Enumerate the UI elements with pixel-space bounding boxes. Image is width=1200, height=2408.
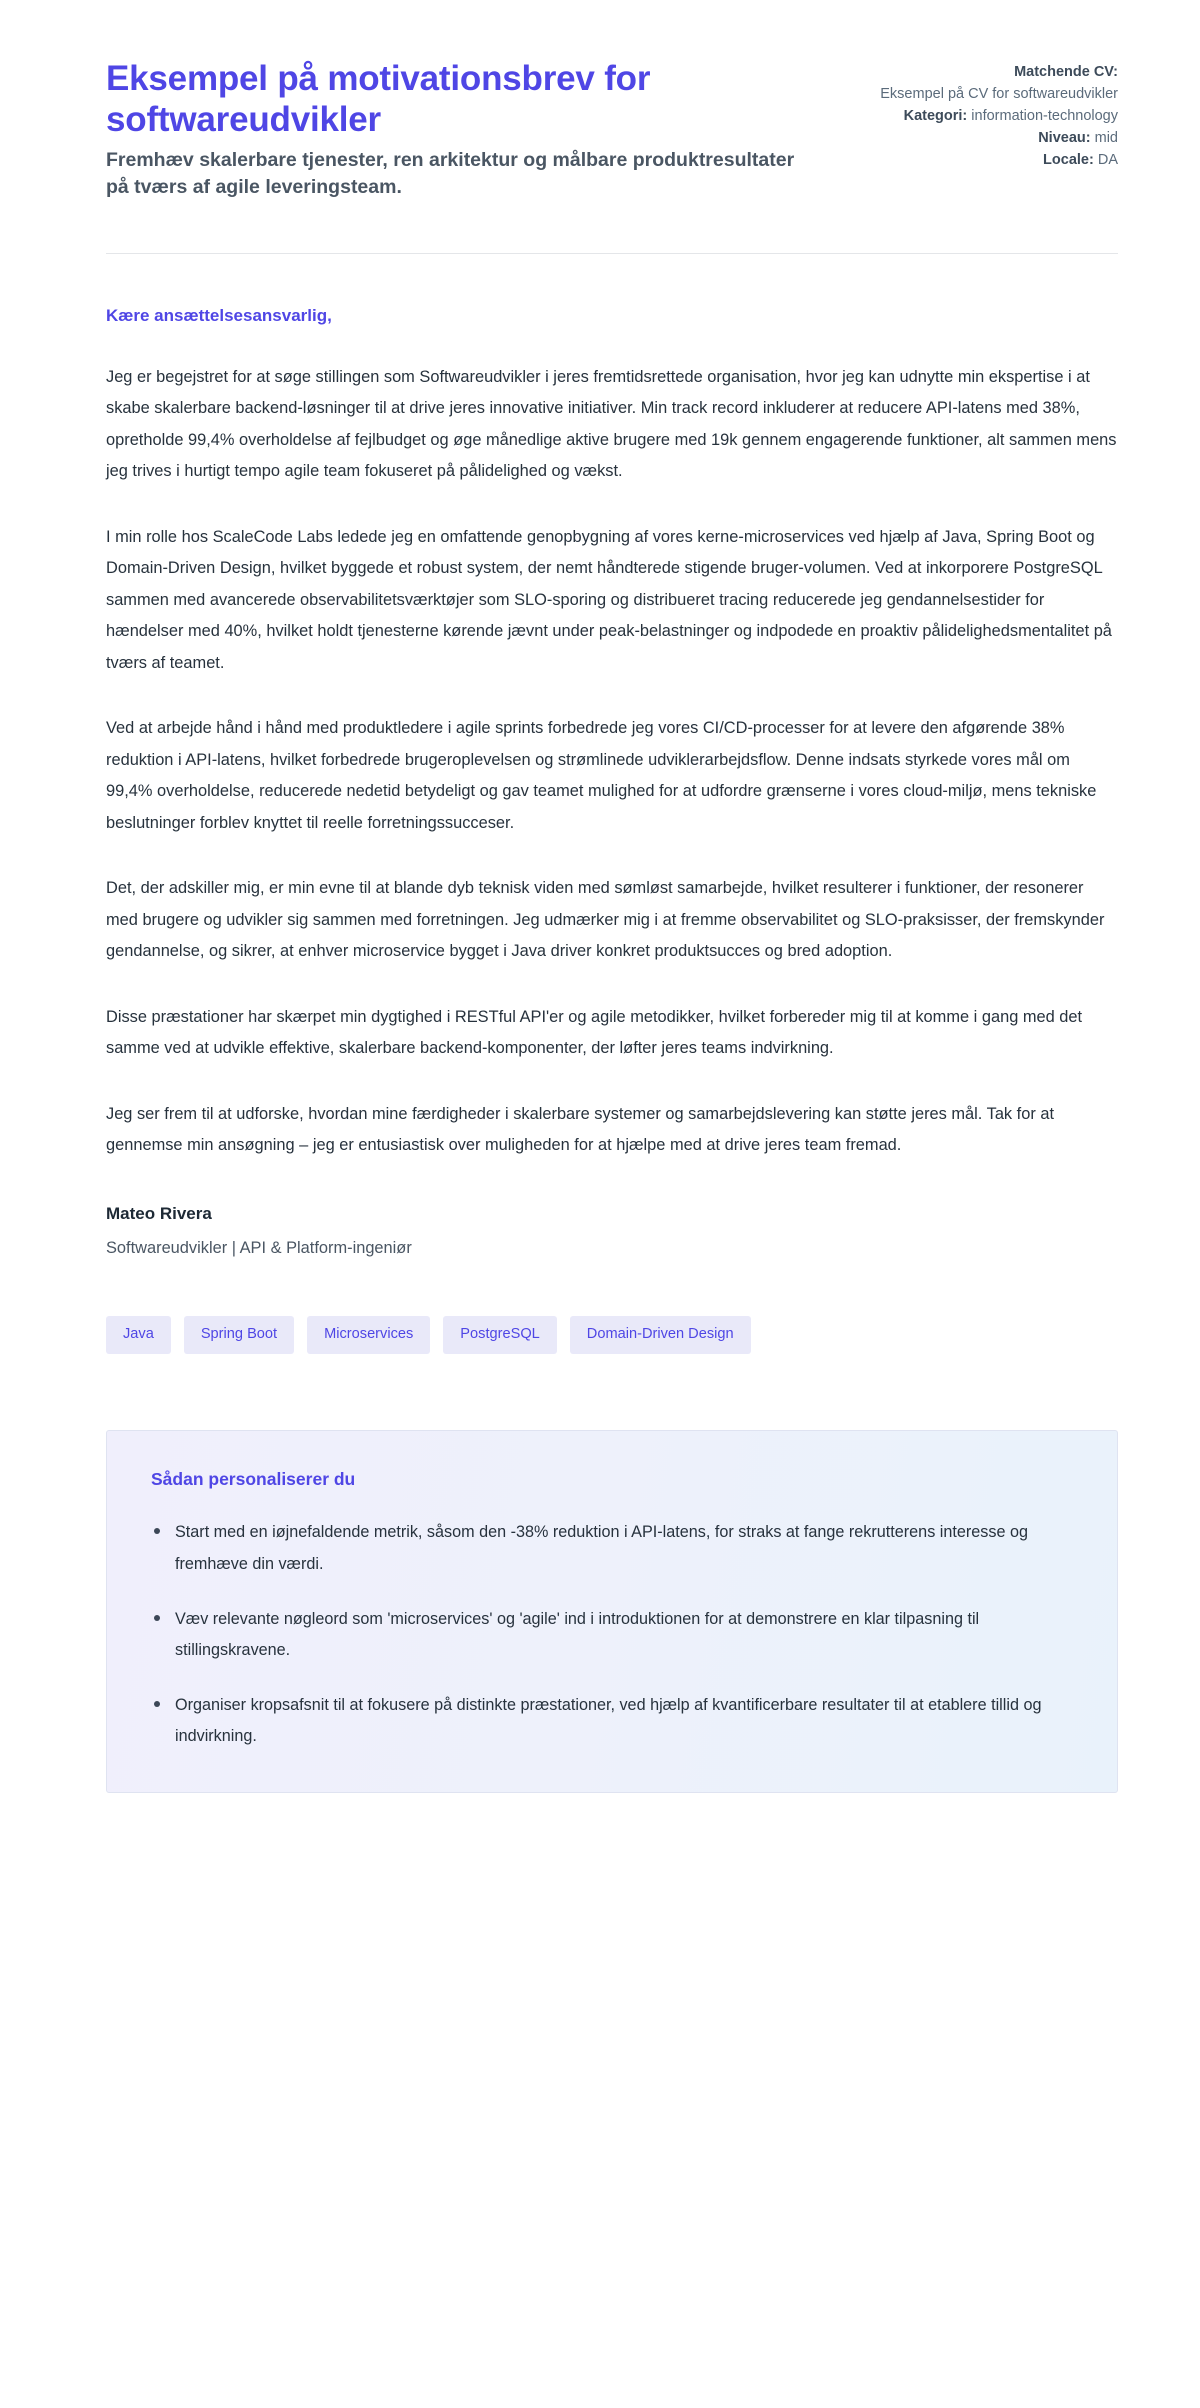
meta-locale-value: DA [1097, 152, 1118, 169]
bullet-icon [154, 1528, 160, 1534]
page-title: Eksempel på motivationsbrev for softwareudvikler [106, 59, 651, 140]
callout-title: Sådan personaliserer du [151, 1468, 356, 1489]
meta-category-value: information-technology [971, 108, 1118, 125]
meta-matching-cv-value: Eksempel på CV for softwareudvikler [880, 86, 1118, 103]
skill-tag[interactable]: Java [106, 1316, 171, 1354]
meta-level [868, 128, 1118, 149]
document-metadata-panel [868, 58, 1118, 172]
letter-paragraph: Jeg ser frem til at udforske, hvordan mine færdigheder i skalerbare systemer og samarbejdslevering kan støtte jeres mål. Tak for at gennemse min ansøgning – jeg er entusiastisk over muligheden for at hjælpe med at drive jeres team fremad. [106, 1104, 1055, 1155]
meta-matching-cv-label: Matchende CV: [1014, 64, 1118, 80]
meta-level-value: mid [1094, 130, 1118, 147]
letter-paragraph: I min rolle hos ScaleCode Labs ledede jeg en omfattende genopbygning af vores kerne-microservices ved hjælp af Java, Spring Boot og Domain-Driven Design, hvilket byggede et robust system, der nemt håndterede stigende bruger-volumen. Ved at inkorporere PostgreSQL sammen med avancerede observabilitetsværktøjer som SLO-sporing og distribueret tracing reducerede jeg gendannelsestider for hændelser med 40%, hvilket holdt tjenesterne kørende jævnt under peak-belastninger og indpodede en proaktiv pålidelighedsmentalitet på tværs af teamet. [106, 527, 1112, 672]
meta-matching-cv-value-row [868, 84, 1118, 105]
letter-paragraph: Jeg er begejstret for at søge stillingen som Softwareudvikler i jeres fremtidsrettede organisation, hvor jeg kan udnytte min ekspertise i at skabe skalerbare backend-løsninger til at drive jeres innovative initiativer. Min track record inkluderer at reducere API-latens med 38%, opretholde 99,4% overholdelse af fejlbudget og øge månedlige aktive brugere med 19k gennem engagerende funktioner, alt sammen mens jeg trives i hurtigt tempo agile team fokuseret på pålidelighed og vækst. [106, 367, 1117, 481]
cover-letter-body [106, 254, 1118, 1260]
meta-level-label: Niveau: [1038, 130, 1091, 147]
signature-role: Softwareudvikler | API & Platform-ingeniør [106, 1238, 412, 1257]
skill-tag[interactable]: Microservices [307, 1316, 430, 1354]
meta-category-label: Kategori: [903, 108, 968, 125]
page-subtitle: Fremhæv skalerbare tjenester, ren arkitektur og målbare produktresultater på tværs af agile leveringsteam. [106, 148, 795, 198]
skill-tag[interactable]: PostgreSQL [443, 1316, 557, 1354]
skill-tag-list [106, 1316, 1118, 1354]
header-title-block [106, 58, 806, 201]
letter-paragraph: Ved at arbejde hånd i hånd med produktledere i agile sprints forbedrede jeg vores CI/CD-processer for at levere den afgørende 38% reduktion i API-latens, hvilket forbedrede brugeroplevelsen og strømlinede udviklerarbejdsflow. Denne indsats styrkede vores mål om 99,4% overholdelse, reducerede nedetid betydeligt og gav teamet mulighed for at udfordre grænserne i vores cloud-miljø, mens tekniske beslutninger forblev knyttet til reelle forretningssucceser. [106, 719, 1097, 832]
callout-tip-list [151, 1517, 1073, 1752]
letter-signature [106, 1202, 1118, 1260]
skill-tag[interactable]: Domain-Driven Design [570, 1316, 751, 1354]
callout-tip-text: Start med en iøjnefaldende metrik, såsom den -38% reduktion i API-latens, for straks at fange rekrutterens interesse og fremhæve din værdi. [175, 1523, 1028, 1573]
callout-tip-item [151, 1517, 1073, 1579]
callout-tip-text: Væv relevante nøgleord som 'microservices' og 'agile' ind i introduktionen for at demonstrere en klar tilpasning til stillingskravene. [175, 1609, 980, 1659]
bullet-icon [154, 1701, 160, 1707]
meta-category [868, 106, 1118, 127]
callout-tip-item [151, 1604, 1073, 1666]
letter-paragraph: Det, der adskiller mig, er min evne til at blande dyb teknisk viden med sømløst samarbejde, hvilket resulterer i funktioner, der resonerer med brugere og udvikler sig sammen med forretningen. Jeg udmærker mig i at fremme observabilitet og SLO-praksisser, der fremskynder gendannelse, og sikrer, at enhver microservice bygget i Java driver konkret produktsucces og bred adoption. [106, 879, 1105, 961]
signature-name: Mateo Rivera [106, 1203, 212, 1223]
callout-tip-text: Organiser kropsafsnit til at fokusere på distinkte præstationer, ved hjælp af kvantificerbare resultater til at etablere tillid og indvirkning. [175, 1695, 1042, 1746]
letter-salutation: Kære ansættelsesansvarlig, [106, 306, 332, 326]
meta-locale [868, 150, 1118, 171]
callout-tip-item [151, 1690, 1073, 1752]
document-header [106, 44, 1118, 201]
letter-paragraph: Disse præstationer har skærpet min dygtighed i RESTful API'er og agile metodikker, hvilket forbereder mig til at komme i gang med det samme ved at udvikle effektive, skalerbare backend-komponenter, der løfter jeres teams indvirkning. [106, 1007, 1083, 1058]
skill-tag[interactable]: Spring Boot [184, 1316, 294, 1354]
bullet-icon [154, 1615, 160, 1621]
personalization-callout [106, 1430, 1118, 1793]
meta-matching-cv [868, 62, 1118, 83]
meta-locale-label: Locale: [1043, 152, 1094, 169]
